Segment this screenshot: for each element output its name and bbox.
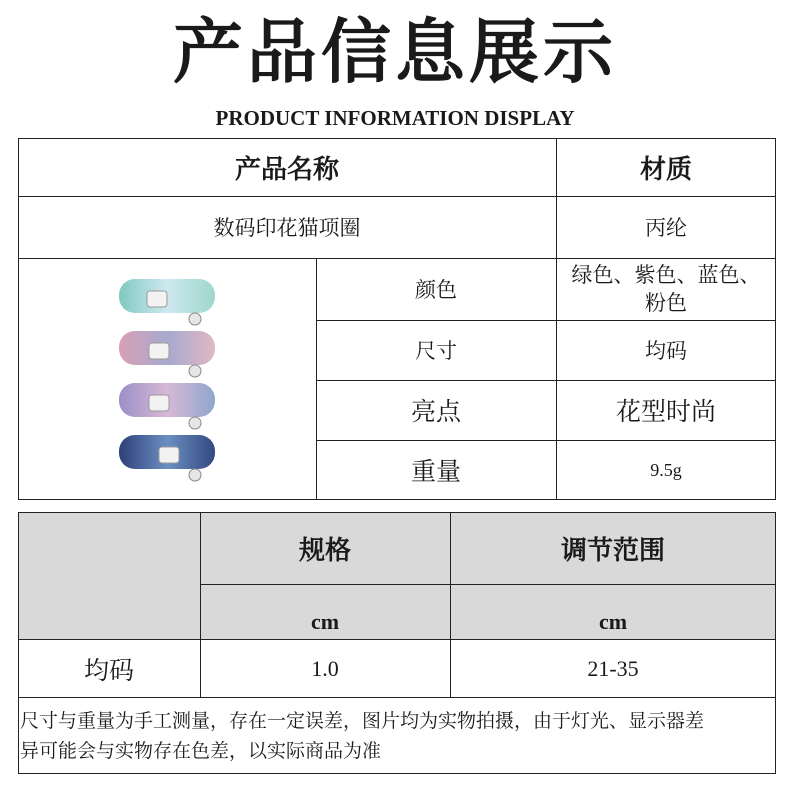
product-image xyxy=(19,259,315,499)
color-value-line2: 粉色 xyxy=(645,291,687,315)
color-value xyxy=(556,258,776,320)
product-name-header: 产品名称 xyxy=(234,154,339,185)
disclaimer-line1: 尺寸与重量为手工测量，存在一定误差，图片均为实物拍摄，由于灯光、显示器差 xyxy=(20,710,705,732)
disclaimer-note xyxy=(18,706,780,766)
page-subtitle: PRODUCT INFORMATION DISPLAY xyxy=(215,106,575,130)
material-value: 丙纶 xyxy=(645,216,687,240)
color-label: 颜色 xyxy=(415,278,457,302)
weight-label: 重量 xyxy=(410,457,461,486)
highlight-value: 花型时尚 xyxy=(615,397,716,426)
size-row-label: 均码 xyxy=(83,655,134,685)
range-unit: cm xyxy=(598,608,628,634)
product-name-value: 数码印花猫项圈 xyxy=(213,216,361,240)
size-row-spec: 1.0 xyxy=(311,655,339,681)
range-header: 调节范围 xyxy=(560,535,665,566)
weight-value: 9.5g xyxy=(650,459,682,480)
highlight-label: 亮点 xyxy=(410,397,461,426)
spec-header: 规格 xyxy=(298,535,351,566)
size-value: 均码 xyxy=(645,339,687,363)
page-title: 产品信息展示 xyxy=(173,11,617,93)
color-value-line1: 绿色、紫色、蓝色、 xyxy=(571,263,761,287)
disclaimer-line2: 异可能会与实物存在色差，以实际商品为准 xyxy=(20,740,382,762)
spec-unit: cm xyxy=(310,608,340,634)
size-row-range: 21-35 xyxy=(587,655,639,681)
size-label: 尺寸 xyxy=(415,339,457,363)
cat-collar-icon xyxy=(19,259,315,499)
material-header: 材质 xyxy=(639,154,692,185)
